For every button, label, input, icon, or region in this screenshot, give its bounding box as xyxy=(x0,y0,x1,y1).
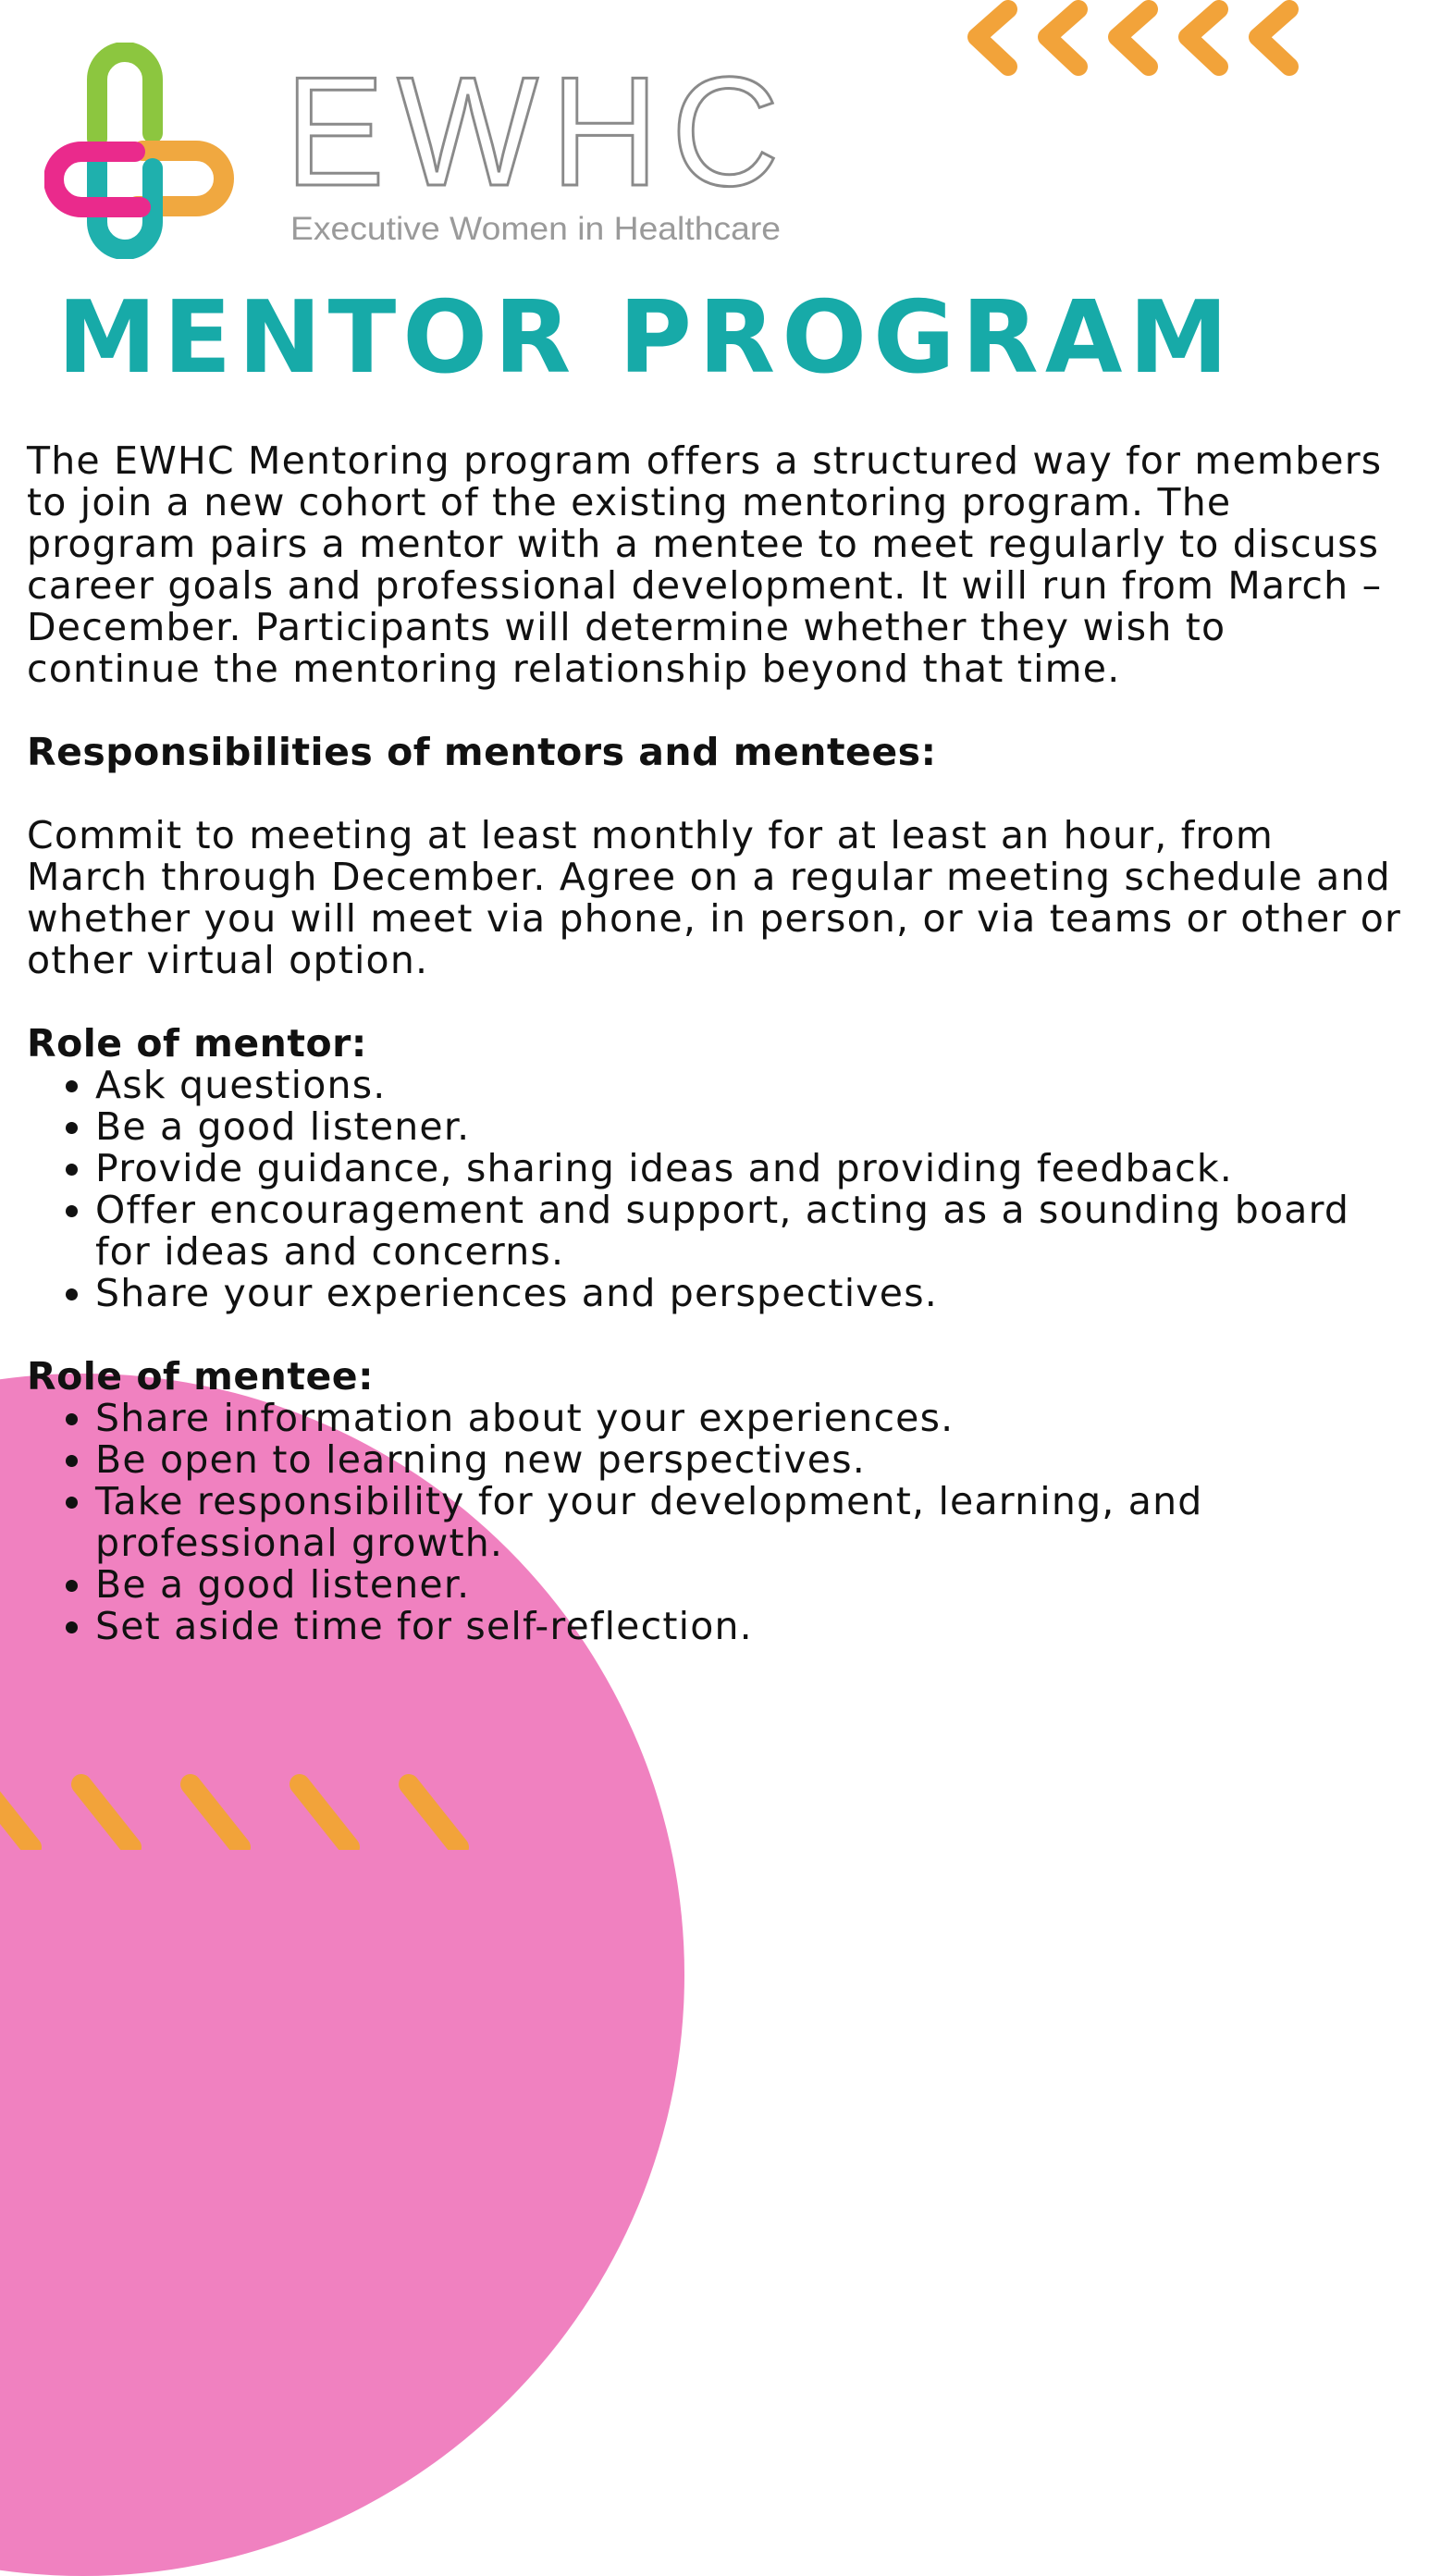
stripe-decoration xyxy=(0,1771,518,1850)
chevron-left-icon xyxy=(1117,9,1149,67)
stripe-line xyxy=(409,1784,459,1847)
intro-paragraph: The EWHC Mentoring program offers a structured way for members to join a new cohort of the existing mentoring program. The program pairs a mentor with a mentee to meet regularly to discuss career goals and professional development. It will run from March – December. Participants will determine whether they wish to continue the mentoring relationship beyond that time. xyxy=(27,438,1383,691)
chevron-left-icon xyxy=(1047,9,1078,67)
chevron-left-icon xyxy=(977,9,1008,67)
mentor-role-list xyxy=(27,1065,1405,1314)
list-item: • Be a good listener. xyxy=(95,1564,1405,1606)
responsibilities-heading: Responsibilities of mentors and mentees: xyxy=(27,730,937,774)
list-item: • Provide guidance, sharing ideas and providing feedback. xyxy=(95,1148,1405,1189)
stripe-line xyxy=(191,1784,240,1847)
stripe-line xyxy=(0,1784,31,1847)
list-item: • Take responsibility for your development, learning, and professional growth. xyxy=(95,1481,1405,1564)
list-item: • Ask questions. xyxy=(95,1065,1405,1106)
list-item: • Offer encouragement and support, acting as a sounding board for ideas and concerns. xyxy=(95,1189,1405,1273)
logo-initials: EWHC xyxy=(285,44,792,218)
ewhc-wordmark-logo xyxy=(285,44,803,262)
list-item: • Set aside time for self-reflection. xyxy=(95,1606,1405,1647)
ewhc-cross-logo-icon xyxy=(44,43,261,259)
mentor-role-heading: Role of mentor: xyxy=(27,1021,367,1066)
chevron-left-icon xyxy=(1258,9,1289,67)
responsibilities-paragraph: Commit to meeting at least monthly for at least an hour, from March through December. Agree on a regular meeting schedule and whether you will meet via phone, in person, or via teams or other or other virtual option. xyxy=(27,813,1402,982)
mentee-role-heading: Role of mentee: xyxy=(27,1354,374,1399)
chevron-left-icon xyxy=(1188,9,1219,67)
chevron-decoration xyxy=(951,0,1339,83)
logo-tagline: Executive Women in Healthcare xyxy=(290,211,781,247)
list-item: • Share information about your experiences. xyxy=(95,1398,1405,1439)
list-item: • Be a good listener. xyxy=(95,1106,1405,1148)
list-item: • Share your experiences and perspectives. xyxy=(95,1273,1405,1314)
stripe-line xyxy=(81,1784,131,1847)
list-item: • Be open to learning new perspectives. xyxy=(95,1439,1405,1481)
stripe-line xyxy=(300,1784,350,1847)
mentee-role-list xyxy=(27,1398,1405,1647)
document-body xyxy=(27,440,1405,1647)
page-title: MENTOR PROGRAM xyxy=(57,280,1235,396)
